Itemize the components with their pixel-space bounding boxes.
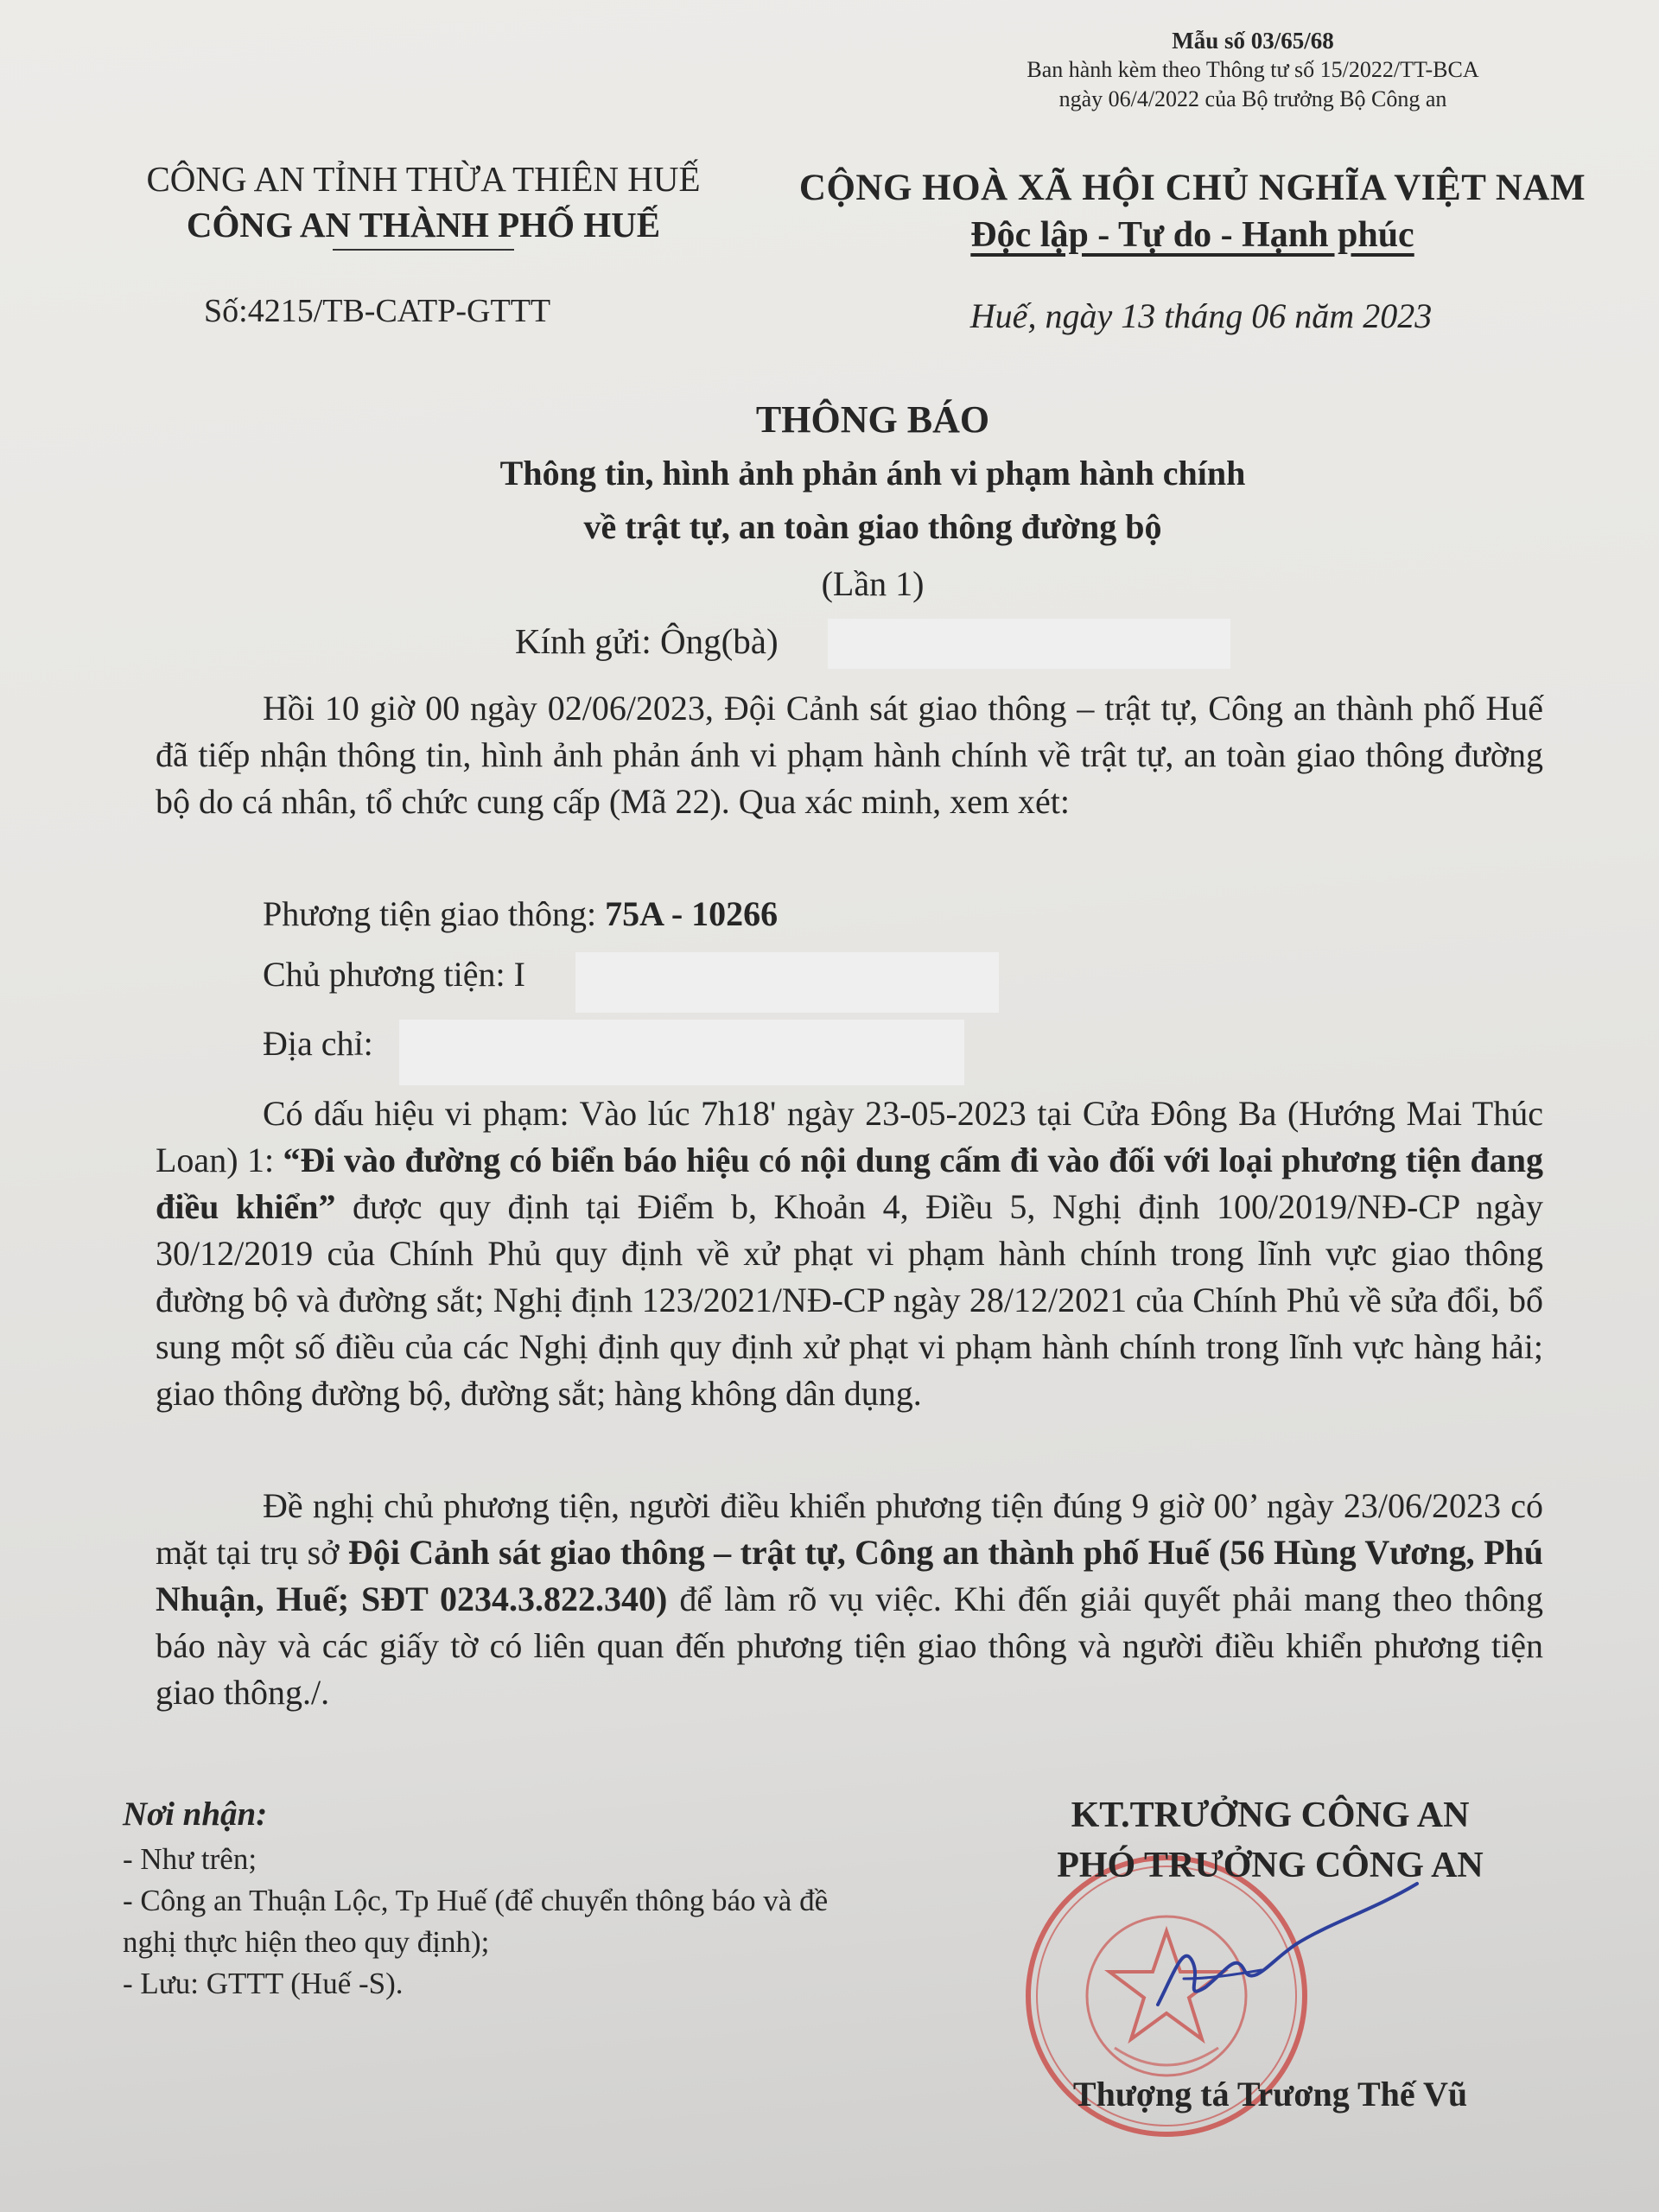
address-field xyxy=(263,1023,373,1064)
request-paragraph xyxy=(156,1483,1543,1716)
intro-paragraph: Hồi 10 giờ 00 ngày 02/06/2023, Đội Cảnh sát giao thông – trật tự, Công an thành phố Huế đã tiếp nhận thông tin, hình ảnh phản ánh vi phạm hành chính về trật tự, an toàn giao thông đường bộ do cá nhân, tổ chức cung cấp (Mã 22). Qua xác minh, xem xét: xyxy=(156,689,1543,821)
request-office: Đội Cảnh sát giao thông – trật tự, Công an thành phố Huế (56 Hùng Vương, Phú Nhuận, Huế; SĐT 0234.3.822.340) xyxy=(156,1533,1543,1618)
owner-label: Chủ phương tiện: xyxy=(263,955,514,994)
request-instructions: để làm rõ vụ việc. Khi đến giải quyết phải mang theo thông báo này và các giấy tờ có liên quan đến phương tiện giao thông và người điều khiển phương tiện giao thông./. xyxy=(156,1580,1544,1712)
redacted-owner xyxy=(575,952,999,1013)
receiver-item: - Công an Thuận Lộc, Tp Huế (để chuyển thông báo và đề nghị thực hiện theo quy định); xyxy=(123,1884,829,1959)
nation-title: CỘNG HOÀ XÃ HỘI CHỦ NGHĨA VIỆT NAM xyxy=(798,168,1586,208)
form-issued-with: Ban hành kèm theo Thông tư số 15/2022/TT-BCA xyxy=(1027,57,1479,82)
document-number: Số:4215/TB-CATP-GTTT xyxy=(204,293,551,329)
document-subtitle-line1: Thông tin, hình ảnh phản ánh vi phạm hành chính xyxy=(499,454,1246,493)
handwritten-signature xyxy=(1123,1849,1452,2022)
vehicle-label: Phương tiện giao thông: xyxy=(263,894,606,933)
nation-motto: Độc lập - Tự do - Hạnh phúc xyxy=(970,215,1414,255)
signer-title-line1: KT.TRƯỞNG CÔNG AN xyxy=(1071,1796,1470,1835)
document-subtitle-line2: về trật tự, an toàn giao thông đường bộ xyxy=(583,507,1162,546)
signer-title-line2: PHÓ TRƯỞNG CÔNG AN xyxy=(1057,1846,1484,1885)
violation-description: “Đi vào đường có biển báo hiệu có nội dung cấm đi vào đối với loại phương tiện đang điều khiển” xyxy=(156,1141,1543,1226)
redacted-address xyxy=(399,1020,964,1085)
agency-divider xyxy=(333,249,514,251)
notice-round: (Lần 1) xyxy=(821,564,925,603)
form-number: Mẫu số 03/65/68 xyxy=(1172,28,1334,54)
violation-intro: Có dấu hiệu vi phạm: Vào lúc 7h18' ngày 23-05-2023 tại Cửa Đông Ba (Hướng Mai Thúc Loan) 1: xyxy=(156,1094,1543,1179)
violation-paragraph xyxy=(156,1090,1543,1417)
vehicle-plate: 75A - 10266 xyxy=(605,894,779,933)
agency-name: CÔNG AN THÀNH PHỐ HUẾ xyxy=(186,205,661,245)
receiver-item: - Như trên; xyxy=(123,1842,257,1876)
owner-partial: I xyxy=(513,955,525,994)
signer-name: Thượng tá Trương Thế Vũ xyxy=(1072,2075,1468,2113)
address-label: Địa chỉ: xyxy=(263,1024,373,1063)
receivers-heading: Nơi nhận: xyxy=(123,1796,268,1833)
violation-legal-basis: được quy định tại Điểm b, Khoản 4, Điều 5, Nghị định 100/2019/NĐ-CP ngày 30/12/2019 của Chính Phủ quy định về xử phạt vi phạm hành chính trong lĩnh vực giao thông đường bộ và đường sắt; Nghị định 123/2021/NĐ-CP ngày 28/12/2021 của Chính Phủ về sửa đổi, bổ sung một số điều của các Nghị định quy định xử phạt vi phạm hành chính trong lĩnh vực hàng hải; giao thông đường bộ, đường sắt; hàng không dân dụng. xyxy=(156,1187,1543,1413)
document-title: THÔNG BÁO xyxy=(755,398,990,441)
agency-header xyxy=(52,156,795,251)
place-date: Huế, ngày 13 tháng 06 năm 2023 xyxy=(969,296,1433,335)
agency-parent: CÔNG AN TỈNH THỪA THIÊN HUẾ xyxy=(146,159,701,199)
receivers-list xyxy=(123,1790,883,2005)
receiver-item: - Lưu: GTTT (Huế -S). xyxy=(123,1967,404,2000)
nation-header xyxy=(760,164,1624,257)
form-info xyxy=(950,26,1555,114)
request-intro: Đề nghị chủ phương tiện, người điều khiển phương tiện đúng 9 giờ 00’ ngày 23/06/2023 có mặt tại trụ sở xyxy=(156,1486,1543,1572)
form-issued-date: ngày 06/4/2022 của Bộ trưởng Bộ Công an xyxy=(1058,86,1447,111)
recipient-label: Kính gửi: Ông(bà) xyxy=(515,621,779,661)
owner-field xyxy=(263,954,525,995)
title-block xyxy=(242,393,1503,614)
vehicle-field xyxy=(263,893,778,934)
redacted-recipient xyxy=(828,619,1230,669)
